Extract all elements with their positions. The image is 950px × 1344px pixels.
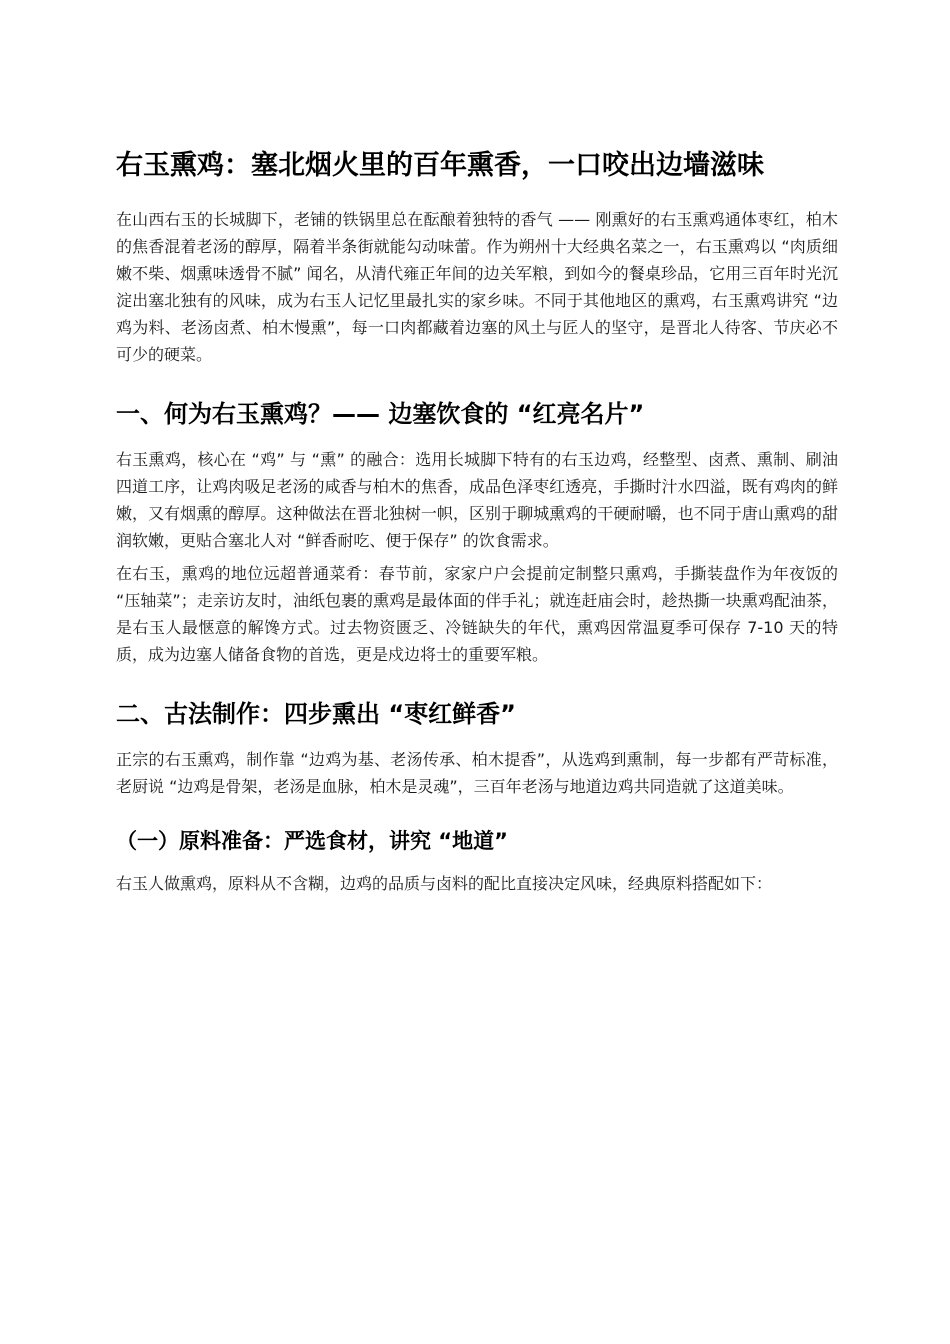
subsection-heading-ingredients: （一）原料准备：严选食材，讲究 “地道” bbox=[116, 829, 508, 853]
document-title: 右玉熏鸡：塞北烟火里的百年熏香，一口咬出边墙滋味 bbox=[116, 150, 764, 181]
subsection-paragraph-1: 右玉人做熏鸡，原料从不含糊，边鸡的品质与卤料的配比直接决定风味，经典原料搭配如下： bbox=[116, 874, 773, 893]
section-heading-making: 二、古法制作：四步熏出 “枣红鲜香” bbox=[116, 700, 516, 728]
section2-paragraph-1: 正宗的右玉熏鸡，制作靠 “边鸡为基、老汤传承、柏木提香”，从选鸡到熏制，每一步都有严苛标准，老厨说 “边鸡是骨架，老汤是血脉，柏木是灵魂”，三百年老汤与地道边鸡共同造就了这道美味。 bbox=[116, 750, 838, 796]
section-heading-what-is: 一、何为右玉熏鸡？—— 边塞饮食的 “红亮名片” bbox=[116, 400, 645, 428]
document-page bbox=[116, 148, 838, 903]
section1-paragraph-2: 在右玉，熏鸡的地位远超普通菜肴：春节前，家家户户会提前定制整只熏鸡，手撕装盘作为年夜饭的 “压轴菜”；走亲访友时，油纸包裹的熏鸡是最体面的伴手礼；就连赶庙会时，趁热撕一块熏鸡配油茶，是右玉人最惬意的解馋方式。过去物资匮乏、冷链缺失的年代，熏鸡因常温夏季可保存 7-10 天的特质，成为边塞人储备食物的首选，更是戍边将士的重要军粮。 bbox=[116, 564, 838, 664]
intro-paragraph: 在山西右玉的长城脚下，老铺的铁锅里总在酝酿着独特的香气 —— 刚熏好的右玉熏鸡通体枣红，柏木的焦香混着老汤的醇厚，隔着半条街就能勾动味蕾。作为朔州十大经典名菜之一，右玉熏鸡以 “肉质细嫩不柴、烟熏味透骨不腻” 闻名，从清代雍正年间的边关军粮，到如今的餐桌珍品，它用三百年时光沉淀出塞北独有的风味，成为右玉人记忆里最扎实的家乡味。不同于其他地区的熏鸡，右玉熏鸡讲究 “边鸡为料、老汤卤煮、柏木慢熏”，每一口肉都藏着边塞的风土与匠人的坚守，是晋北人待客、节庆必不可少的硬菜。 bbox=[116, 210, 838, 364]
section1-paragraph-1: 右玉熏鸡，核心在 “鸡” 与 “熏” 的融合：选用长城脚下特有的右玉边鸡，经整型、卤煮、熏制、刷油四道工序，让鸡肉吸足老汤的咸香与柏木的焦香，成品色泽枣红透亮，手撕时汁水四溢，既有鸡肉的鲜嫩，又有烟熏的醇厚。这种做法在晋北独树一帜，区别于聊城熏鸡的干硬耐嚼，也不同于唐山熏鸡的甜润软嫩，更贴合塞北人对 “鲜香耐吃、便于保存” 的饮食需求。 bbox=[116, 450, 838, 550]
